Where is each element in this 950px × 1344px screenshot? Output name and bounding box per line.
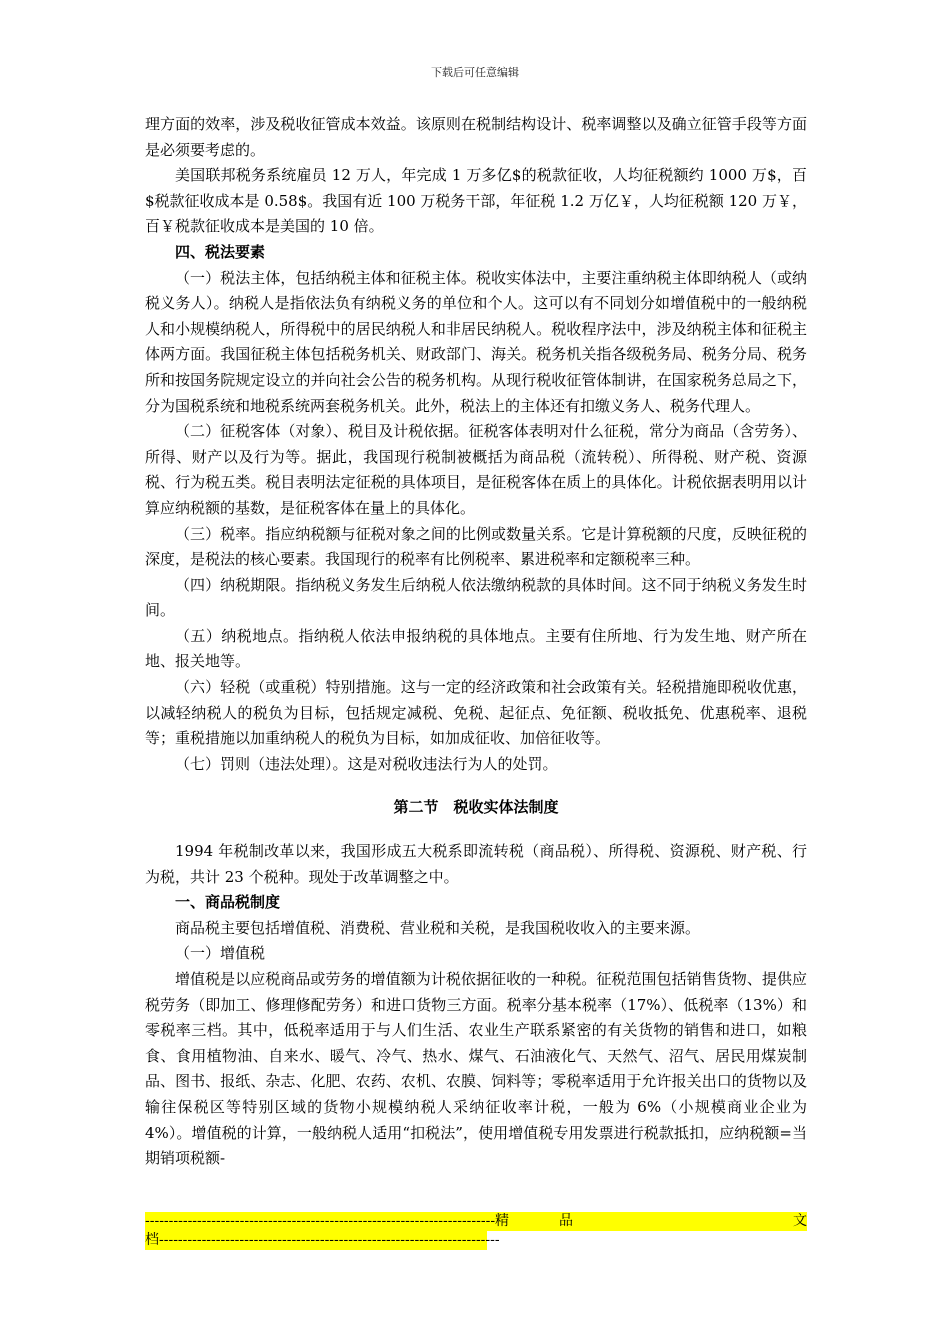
footer-banner: [145, 1212, 807, 1250]
heading: 四、税法要素: [175, 242, 266, 261]
paragraph: 美国联邦税务系统雇员 12 万人，年完成 1 万多亿$的税款征收，人均征税额约 1000 万$，百$税款征收成本是 0.58$。我国有近 100 万税务干部，年征税 1.2 万亿￥，人均征税额 120 万￥，百￥税款征收成本是美国的 10 倍。: [145, 166, 807, 236]
paragraph: （五）纳税地点。指纳税人依法申报纳税的具体地点。主要有住所地、行为发生地、财产所在地、报关地等。: [145, 626, 807, 671]
paragraph: （六）轻税（或重税）特别措施。这与一定的经济政策和社会政策有关。轻税措施即税收优惠，以减轻纳税人的税负为目标，包括规定减税、免税、起征点、免征额、税收抵免、优惠税率、退税等；重税措施以加重纳税人的税负为目标，如加成征收、加倍征收等。: [145, 678, 807, 748]
footer-dashes: --------------------------------------------------------------------------: [145, 1213, 496, 1229]
footer-char: 精: [495, 1213, 509, 1229]
paragraph: 商品税主要包括增值税、消费税、营业税和关税，是我国税收收入的主要来源。: [175, 918, 701, 937]
heading: 一、商品税制度: [175, 893, 281, 912]
section-title: 第二节 税收实体法制度: [393, 798, 559, 817]
paragraph: （七）罚则（违法处理）。这是对税收违法行为人的处罚。: [175, 754, 558, 773]
paragraph: （二）征税客体（对象）、税目及计税依据。征税客体表明对什么征税，常分为商品（含劳务）、所得、财产以及行为等。据此，我国现行税制被概括为商品税（流转税）、所得税、财产税、资源税、行为税五类。税目表明法定征税的具体项目，是征税客体在质上的具体化。计税依据表明用以计算应纳税额的基数，是征税客体在量上的具体化。: [145, 422, 807, 517]
footer-line: [145, 1212, 807, 1231]
paragraph: 1994 年税制改革以来，我国形成五大税系即流转税（商品税）、所得税、资源税、财产税、行为税，共计 23 个税种。现处于改革调整之中。: [145, 842, 807, 886]
footer-char: 文: [793, 1213, 807, 1229]
paragraph: 理方面的效率，涉及税收征管成本效益。该原则在税制结构设计、税率调整以及确立征管手段等方面是必须要考虑的。: [145, 115, 807, 159]
paragraph: （三）税率。指应纳税额与征税对象之间的比例或数量关系。它是计算税额的尺度，反映征税的深度，是税法的核心要素。我国现行的税率有比例税率、累进税率和定额税率三种。: [145, 524, 807, 569]
paragraph: （一）税法主体，包括纳税主体和征税主体。税收实体法中，主要注重纳税主体即纳税人（或纳税义务人）。纳税人是指依法负有纳税义务的单位和个人。这可以有不同划分如增值税中的一般纳税人和小规模纳税人，所得税中的居民纳税人和非居民纳税人。税收程序法中，涉及纳税主体和征税主体两方面。我国征税主体包括税务机关、财政部门、海关。税务机关指各级税务局、税务分局、税务所和按国务院规定设立的并向社会公告的税务机构。从现行税收征管体制讲，在国家税务总局之下，分为国税系统和地税系统两套税务机关。此外，税法上的主体还有扣缴义务人、税务代理人。: [145, 268, 807, 415]
paragraph: 增值税是以应税商品或劳务的增值额为计税依据征收的一种税。征税范围包括销售货物、提供应税劳务（即加工、修理修配劳务）和进口货物三方面。税率分基本税率（17%）、低税率（13%）和零税率三档。其中，低税率适用于与人们生活、农业生产联系紧密的有关货物的销售和进口，如粮食、食用植物油、自来水、暖气、冷气、热水、煤气、石油液化气、天然气、沼气、居民用煤炭制品、图书、报纸、杂志、化肥、农药、农机、农膜、饲料等；零税率适用于允许报关出口的货物以及输往保税区等特别区域的货物小规模纳税人采纳征收率计税，一般为 6%（小规模商业企业为 4%）。增值税的计算，一般纳税人适用“扣税法”，使用增值税专用发票进行税款抵扣，应纳税额=当期销项税额-: [145, 970, 807, 1168]
footer-char: 品: [559, 1213, 573, 1229]
paragraph: （四）纳税期限。指纳税义务发生后纳税人依法缴纳税款的具体时间。这不同于纳税义务发生时间。: [145, 575, 807, 620]
page-header: 下载后可任意编辑: [431, 66, 519, 79]
document-body: [145, 112, 807, 1172]
subheading: （一）增值税: [175, 944, 266, 963]
footer-line: 档------------------------------------------------------------------------: [145, 1232, 500, 1248]
